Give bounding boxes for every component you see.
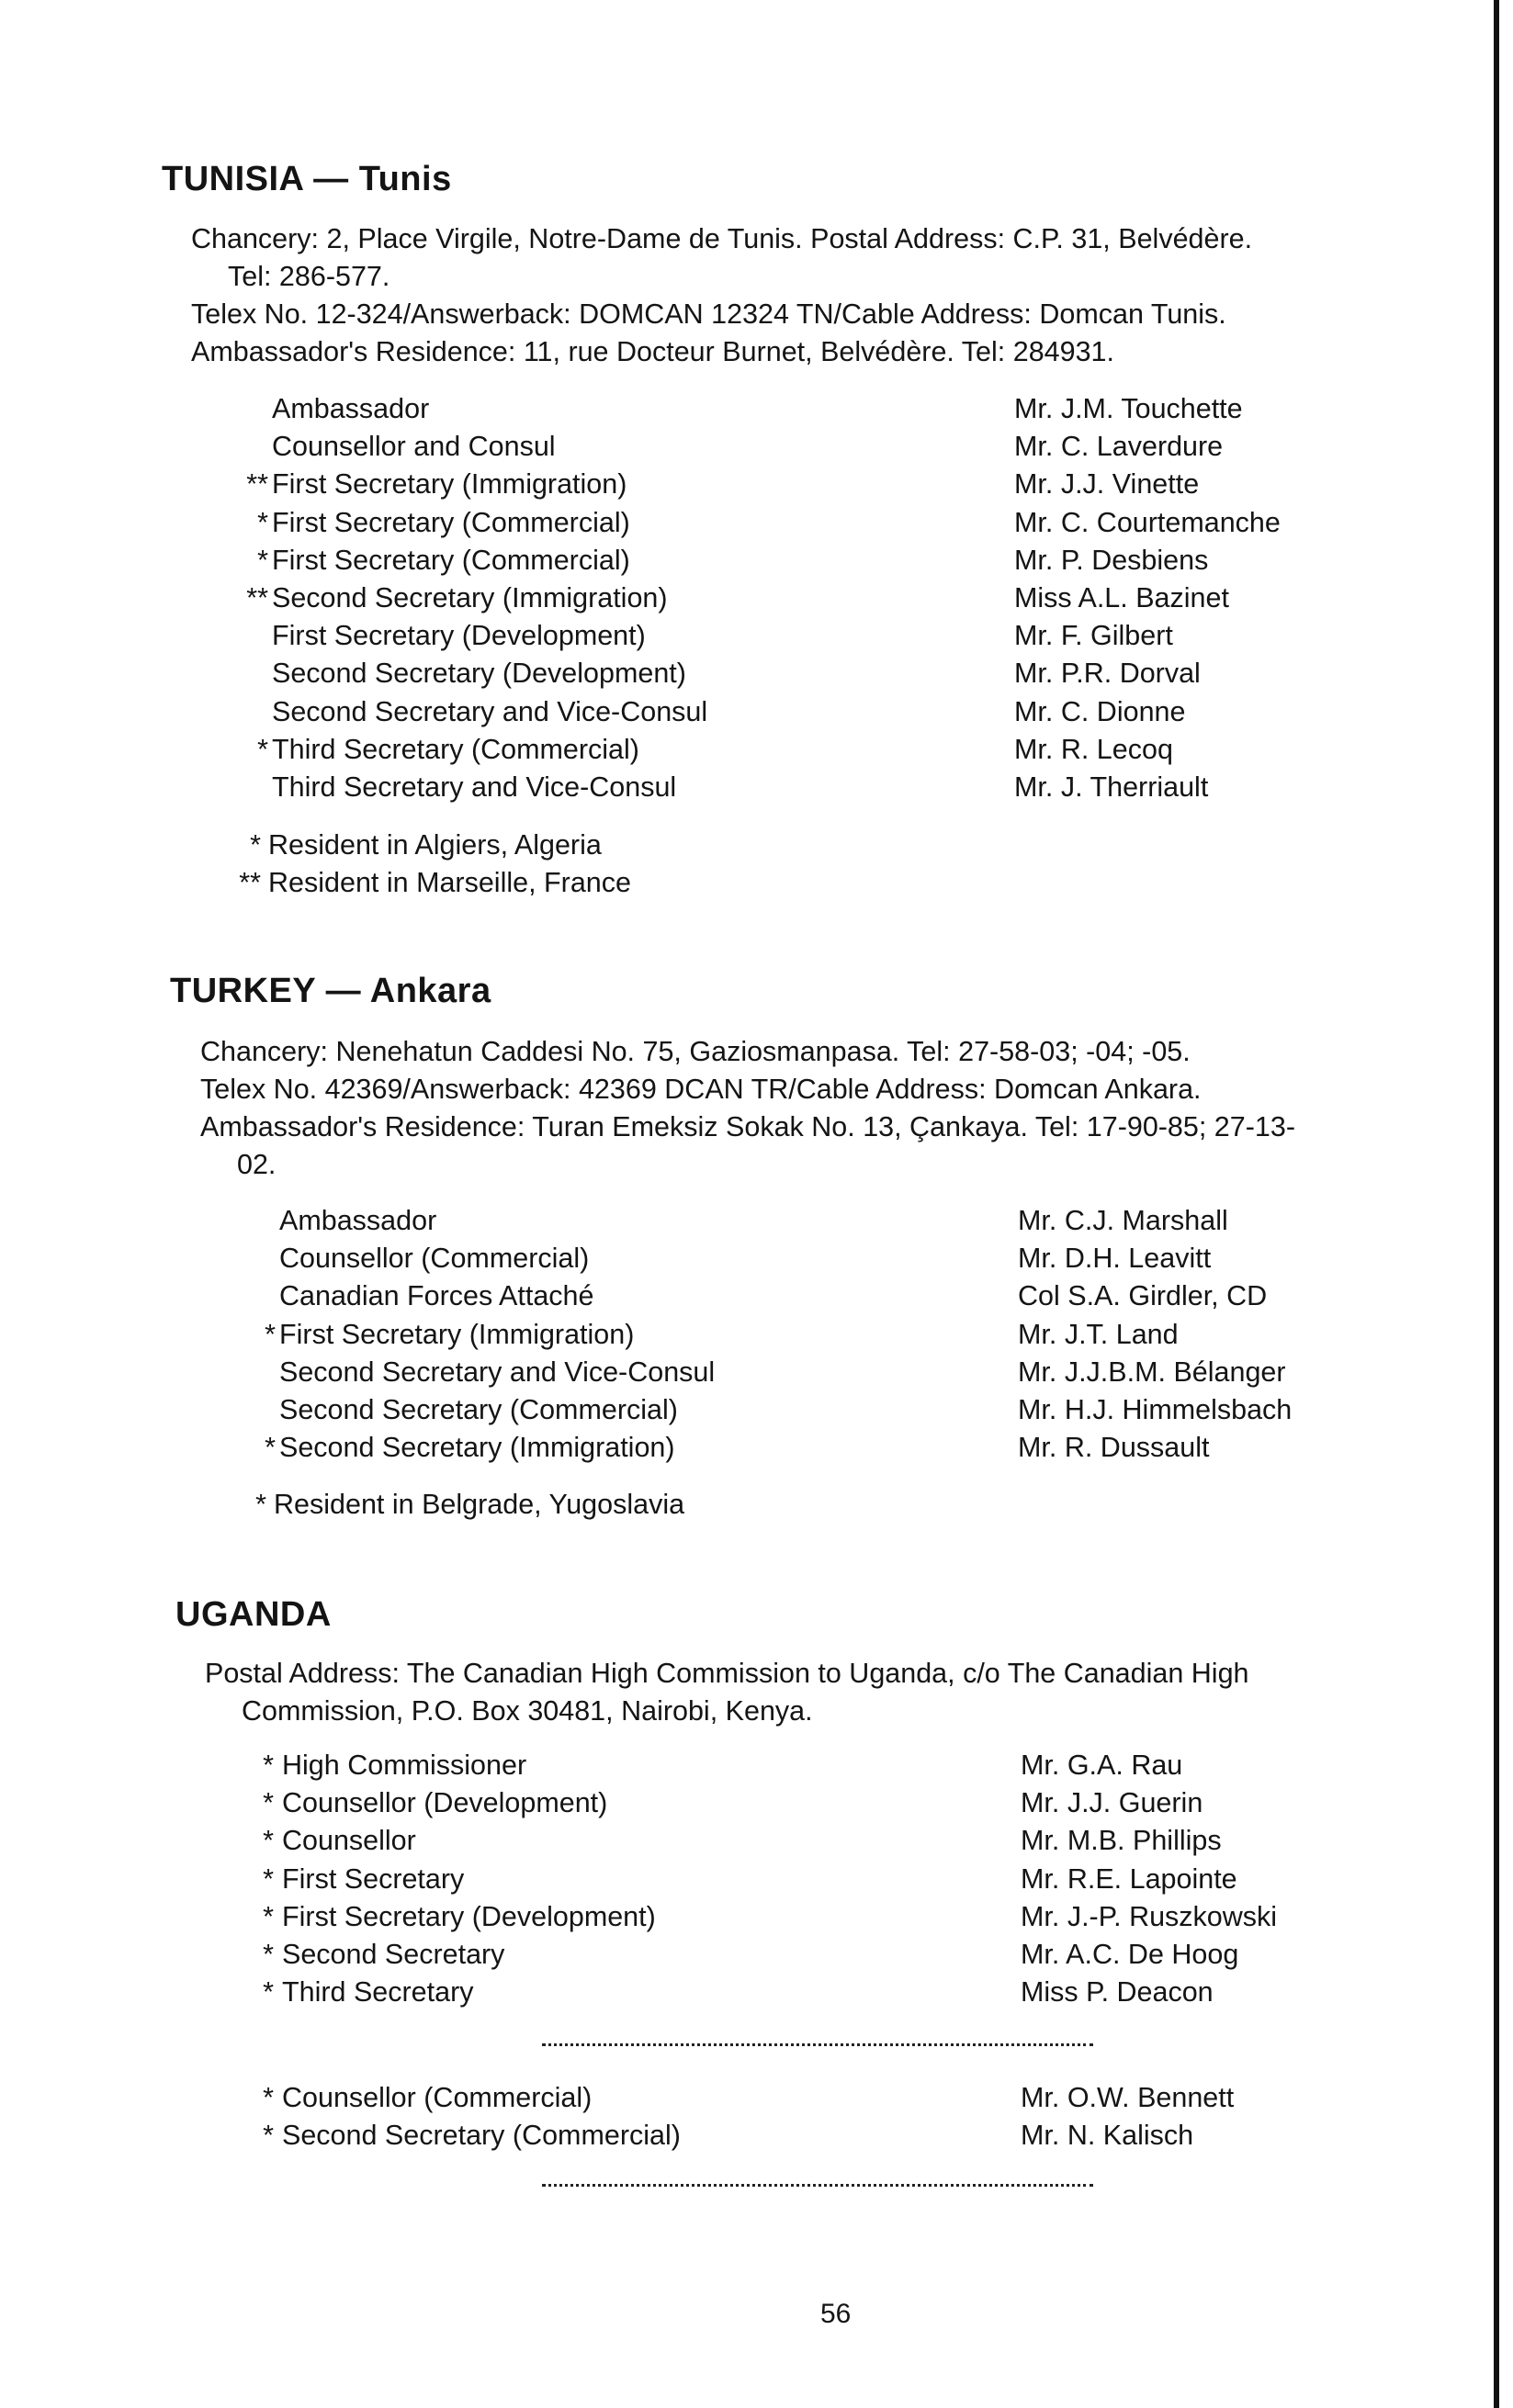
staff-position: Counsellor and Consul xyxy=(272,431,556,463)
address-line: Tel: 286-577. xyxy=(228,261,390,292)
footnote-mark: * xyxy=(263,1825,274,1857)
staff-row xyxy=(0,1784,1470,1822)
footnote-mark: * xyxy=(263,1750,274,1781)
footnote-mark: * xyxy=(257,544,268,576)
staff-position: Ambassador xyxy=(279,1205,437,1236)
staff-row xyxy=(0,504,1470,542)
address-line: Ambassador's Residence: 11, rue Docteur Burnet, Belvédère. Tel: 284931. xyxy=(191,336,1114,367)
staff-name: Mr. J.M. Touchette xyxy=(1014,393,1243,424)
staff-name: Mr. C. Laverdure xyxy=(1014,431,1224,463)
staff-name: Mr. C. Dionne xyxy=(1014,695,1186,727)
staff-name: Mr. A.C. De Hoog xyxy=(1021,1938,1239,1970)
footnote-mark: * xyxy=(250,829,261,861)
address-block-turkey xyxy=(200,1033,1295,1184)
footnote-text: Resident in Algiers, Algeria xyxy=(268,829,602,861)
staff-position: High Commissioner xyxy=(282,1750,527,1781)
footnote-tunisia-2 xyxy=(220,864,631,902)
staff-name: Mr. D.H. Leavitt xyxy=(1018,1243,1212,1275)
staff-position: Second Secretary (Commercial) xyxy=(282,2120,681,2152)
section-heading-tunisia: TUNISIA — Tunis xyxy=(162,160,452,198)
staff-row xyxy=(0,1747,1470,1784)
staff-name: Mr. J. Therriault xyxy=(1014,771,1209,803)
staff-position: First Secretary (Commercial) xyxy=(272,544,630,576)
staff-name: Miss P. Deacon xyxy=(1021,1976,1214,2009)
staff-name: Mr. F. Gilbert xyxy=(1014,620,1173,652)
staff-position: Second Secretary (Development) xyxy=(272,658,686,690)
staff-row xyxy=(0,2079,1470,2117)
footnote-mark: * xyxy=(263,1900,274,1932)
staff-list-uganda-extra xyxy=(0,2079,1470,2155)
staff-name: Mr. C.J. Marshall xyxy=(1018,1205,1228,1236)
address-line: Commission, P.O. Box 30481, Nairobi, Kenya. xyxy=(242,1695,813,1727)
footnote-mark: * xyxy=(257,506,268,538)
staff-name: Mr. C. Courtemanche xyxy=(1014,506,1281,538)
staff-name: Mr. R. Lecoq xyxy=(1014,733,1173,765)
section-heading-turkey: TURKEY — Ankara xyxy=(170,972,491,1010)
staff-name: Mr. G.A. Rau xyxy=(1021,1750,1183,1781)
staff-list-turkey xyxy=(0,1202,1470,1467)
footnote-mark: * xyxy=(263,1862,274,1895)
staff-name: Mr. J.J.B.M. Bélanger xyxy=(1018,1356,1286,1388)
staff-name: Mr. R.E. Lapointe xyxy=(1021,1862,1237,1895)
page-number: 56 xyxy=(820,2299,852,2329)
page-edge-rule xyxy=(1494,0,1499,2408)
address-line: 02. xyxy=(237,1149,277,1180)
staff-row xyxy=(0,1822,1470,1860)
dotted-separator xyxy=(542,2043,1093,2046)
staff-row xyxy=(0,1391,1470,1429)
footnote-mark: * xyxy=(263,1938,274,1970)
staff-position: First Secretary (Immigration) xyxy=(272,468,627,501)
staff-name: Mr. N. Kalisch xyxy=(1021,2120,1194,2152)
footnote-mark: ** xyxy=(246,581,268,613)
staff-row xyxy=(0,693,1470,731)
staff-row xyxy=(0,731,1470,769)
footnote-mark: * xyxy=(255,1489,266,1520)
footnote-mark: * xyxy=(263,2120,274,2152)
staff-name: Mr. J.J. Vinette xyxy=(1014,468,1200,501)
staff-row xyxy=(0,655,1470,692)
footnote-mark: ** xyxy=(239,867,261,898)
footnote-turkey-1 xyxy=(226,1486,684,1524)
staff-row xyxy=(0,769,1470,806)
staff-name: Mr. J.J. Guerin xyxy=(1021,1787,1203,1819)
footnote-mark: * xyxy=(263,1976,274,2009)
address-line: Ambassador's Residence: Turan Emeksiz Sokak No. 13, Çankaya. Tel: 17-90-85; 27-13- xyxy=(200,1111,1295,1142)
staff-list-tunisia xyxy=(0,390,1470,806)
footnote-mark: * xyxy=(263,1787,274,1819)
staff-name: Col S.A. Girdler, CD xyxy=(1018,1280,1268,1312)
staff-name: Mr. J.T. Land xyxy=(1018,1318,1179,1350)
staff-name: Mr. H.J. Himmelsbach xyxy=(1018,1393,1293,1425)
staff-position: Counsellor xyxy=(282,1825,416,1857)
staff-name: Miss A.L. Bazinet xyxy=(1014,581,1229,613)
staff-row xyxy=(0,1202,1470,1240)
staff-row xyxy=(0,1974,1470,2011)
staff-row xyxy=(0,1354,1470,1391)
staff-position: Counsellor (Commercial) xyxy=(279,1243,590,1275)
staff-row xyxy=(0,1898,1470,1936)
address-line: Telex No. 12-324/Answerback: DOMCAN 12324 TN/Cable Address: Domcan Tunis. xyxy=(191,298,1226,330)
footnote-mark: ** xyxy=(246,468,268,501)
footnote-mark: * xyxy=(265,1318,276,1350)
staff-name: Mr. P.R. Dorval xyxy=(1014,658,1201,690)
staff-row xyxy=(0,1240,1470,1277)
staff-row xyxy=(0,542,1470,579)
staff-position: Ambassador xyxy=(272,393,430,424)
staff-row xyxy=(0,1936,1470,1974)
staff-row xyxy=(0,1429,1470,1467)
staff-position: First Secretary xyxy=(282,1862,465,1895)
staff-row xyxy=(0,617,1470,655)
staff-name: Mr. J.-P. Ruszkowski xyxy=(1021,1900,1278,1932)
footnote-mark: * xyxy=(257,733,268,765)
footnote-mark: * xyxy=(265,1432,276,1464)
staff-position: Second Secretary and Vice-Consul xyxy=(279,1356,716,1388)
staff-position: First Secretary (Development) xyxy=(272,620,646,652)
staff-row xyxy=(0,1861,1470,1898)
footnote-mark: * xyxy=(263,2082,274,2113)
address-line: Chancery: 2, Place Virgile, Notre-Dame de Tunis. Postal Address: C.P. 31, Belvédère. xyxy=(191,223,1253,254)
address-block-uganda xyxy=(205,1655,1249,1730)
staff-name: Mr. O.W. Bennett xyxy=(1021,2082,1235,2113)
section-heading-uganda: UGANDA xyxy=(175,1595,332,1634)
staff-row xyxy=(0,579,1470,617)
staff-position: Canadian Forces Attaché xyxy=(279,1280,594,1312)
staff-position: First Secretary (Development) xyxy=(282,1900,656,1932)
staff-name: Mr. M.B. Phillips xyxy=(1021,1825,1222,1857)
staff-position: Second Secretary and Vice-Consul xyxy=(272,695,708,727)
address-line: Chancery: Nenehatun Caddesi No. 75, Gaziosmanpasa. Tel: 27-58-03; -04; -05. xyxy=(200,1036,1191,1067)
staff-position: Second Secretary (Immigration) xyxy=(272,581,668,613)
staff-position: Counsellor (Development) xyxy=(282,1787,608,1819)
staff-list-uganda xyxy=(0,1747,1470,2011)
staff-row xyxy=(0,466,1470,503)
staff-position: Second Secretary xyxy=(282,1938,505,1970)
staff-position: Counsellor (Commercial) xyxy=(282,2082,593,2113)
staff-position: First Secretary (Immigration) xyxy=(279,1318,635,1350)
staff-row xyxy=(0,1316,1470,1354)
address-line: Postal Address: The Canadian High Commission to Uganda, c/o The Canadian High xyxy=(205,1658,1249,1689)
staff-row xyxy=(0,2117,1470,2155)
staff-row xyxy=(0,428,1470,466)
staff-position: Second Secretary (Immigration) xyxy=(279,1432,675,1464)
staff-row xyxy=(0,390,1470,428)
staff-position: Second Secretary (Commercial) xyxy=(279,1393,678,1425)
staff-position: Third Secretary (Commercial) xyxy=(272,733,639,765)
footnote-text: Resident in Belgrade, Yugoslavia xyxy=(274,1489,685,1520)
staff-row xyxy=(0,1277,1470,1315)
staff-position: First Secretary (Commercial) xyxy=(272,506,630,538)
staff-position: Third Secretary and Vice-Consul xyxy=(272,771,677,803)
staff-position: Third Secretary xyxy=(282,1976,474,2009)
footnote-tunisia-1 xyxy=(220,827,602,864)
staff-name: Mr. R. Dussault xyxy=(1018,1432,1210,1464)
staff-name: Mr. P. Desbiens xyxy=(1014,544,1209,576)
address-line: Telex No. 42369/Answerback: 42369 DCAN TR/Cable Address: Domcan Ankara. xyxy=(200,1074,1202,1105)
dotted-separator xyxy=(542,2184,1093,2187)
address-block-tunisia xyxy=(191,220,1252,371)
footnote-text: Resident in Marseille, France xyxy=(268,867,631,898)
